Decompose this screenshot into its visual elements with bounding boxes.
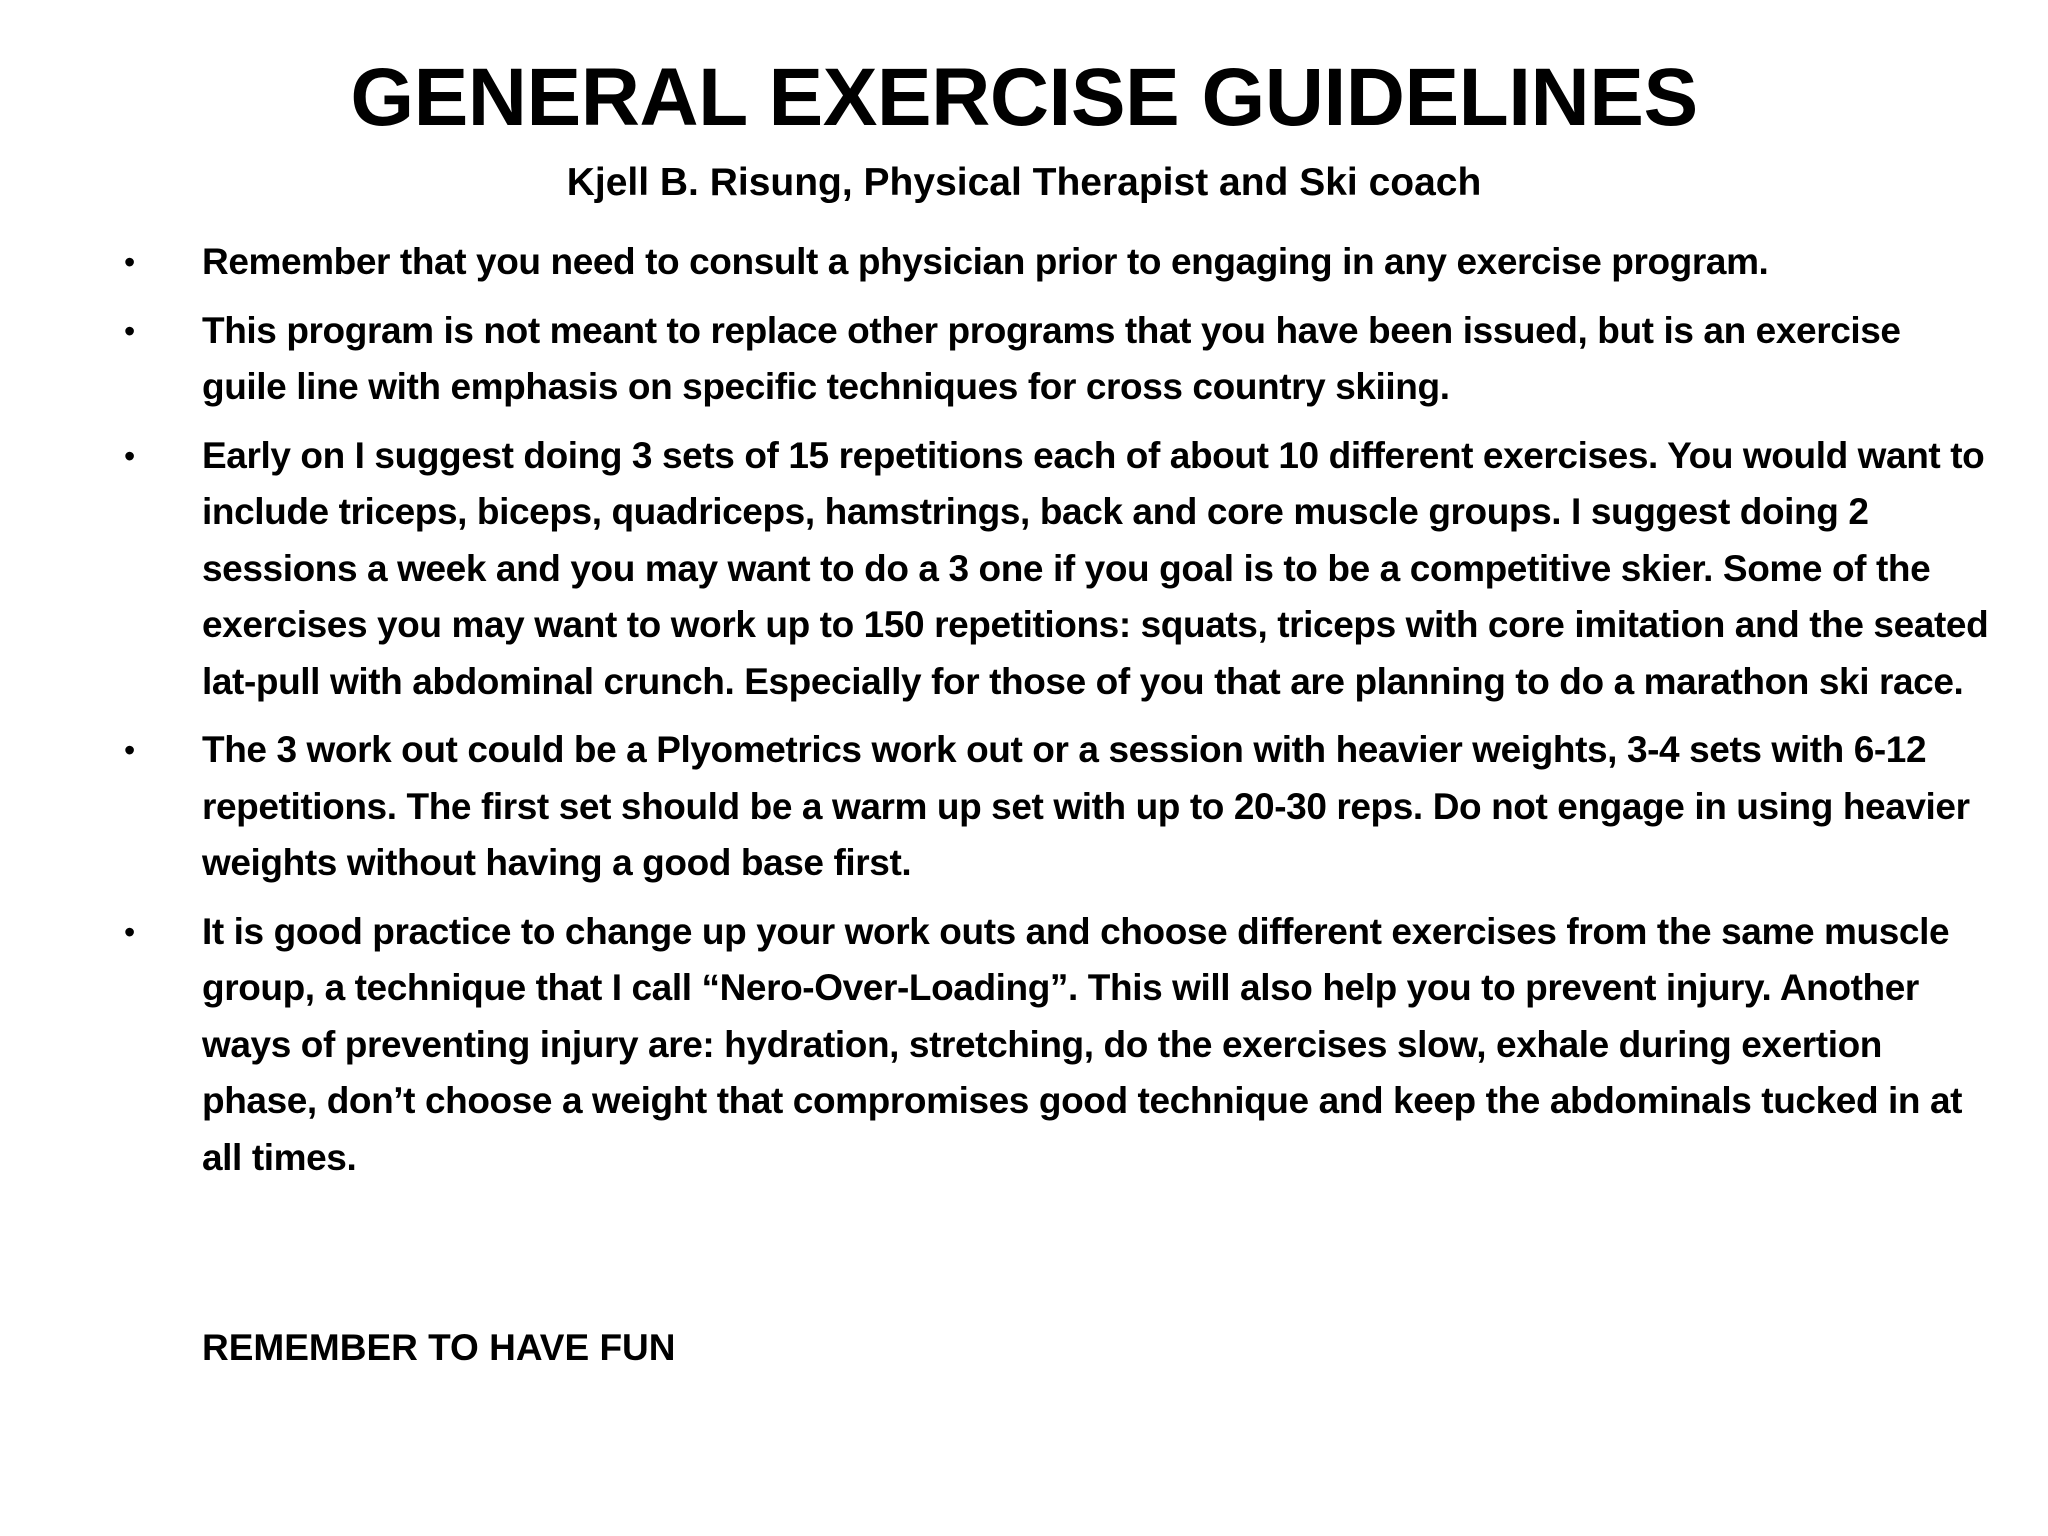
list-item: [110, 234, 1990, 291]
list-item: [110, 904, 1990, 1187]
bullet-icon: •: [124, 913, 135, 950]
bullet-icon: •: [124, 312, 135, 349]
list-item: [110, 428, 1990, 711]
page-title: GENERAL EXERCISE GUIDELINES: [350, 52, 1698, 143]
bullet-icon: •: [124, 244, 135, 280]
list-item-text: Early on I suggest doing 3 sets of 15 repetitions each of about 10 different exercises. You would want to include triceps, biceps, quadriceps, hamstrings, back and core muscle groups. I suggest doing 2 sessions a week and you may want to do a 3 one if you goal is to be a competitive skier. Some of the exercises you may want to work up to 150 repetitions: squats, triceps with core imitation and the seated lat-pull with abdominal crunch. Especially for those of you that are planning to do a marathon ski race.: [202, 434, 1989, 702]
guidelines-list: [110, 234, 1990, 1198]
list-item: [110, 722, 1990, 892]
list-item-text: The 3 work out could be a Plyometrics work out or a session with heavier weights, 3-4 sets with 6-12 repetitions. The first set should be a warm up set with up to 20-30 reps. Do not engage in using heavier weights without having a good base first.: [202, 729, 1970, 883]
page-subtitle: Kjell B. Risung, Physical Therapist and Ski coach: [566, 161, 1482, 204]
list-item-text: This program is not meant to replace other programs that you have been issued, but is an exercise guile line with emphasis on specific techniques for cross country skiing.: [202, 309, 1901, 407]
closing-note: REMEMBER TO HAVE FUN: [202, 1327, 676, 1368]
list-item: [110, 303, 1990, 416]
list-item-text: Remember that you need to consult a physician prior to engaging in any exercise program.: [202, 241, 1769, 282]
list-item-text: It is good practice to change up your work outs and choose different exercises from the same muscle group, a technique that I call “Nero-Over-Loading”. This will also help you to prevent injury. Another ways of preventing injury are: hydration, stretching, do the exercises slow, exhale during exertion phase, don’t choose a weight that compromises good technique and keep the abdominals tucked in at all times.: [202, 910, 1963, 1178]
bullet-icon: •: [124, 437, 135, 474]
bullet-icon: •: [124, 732, 135, 768]
